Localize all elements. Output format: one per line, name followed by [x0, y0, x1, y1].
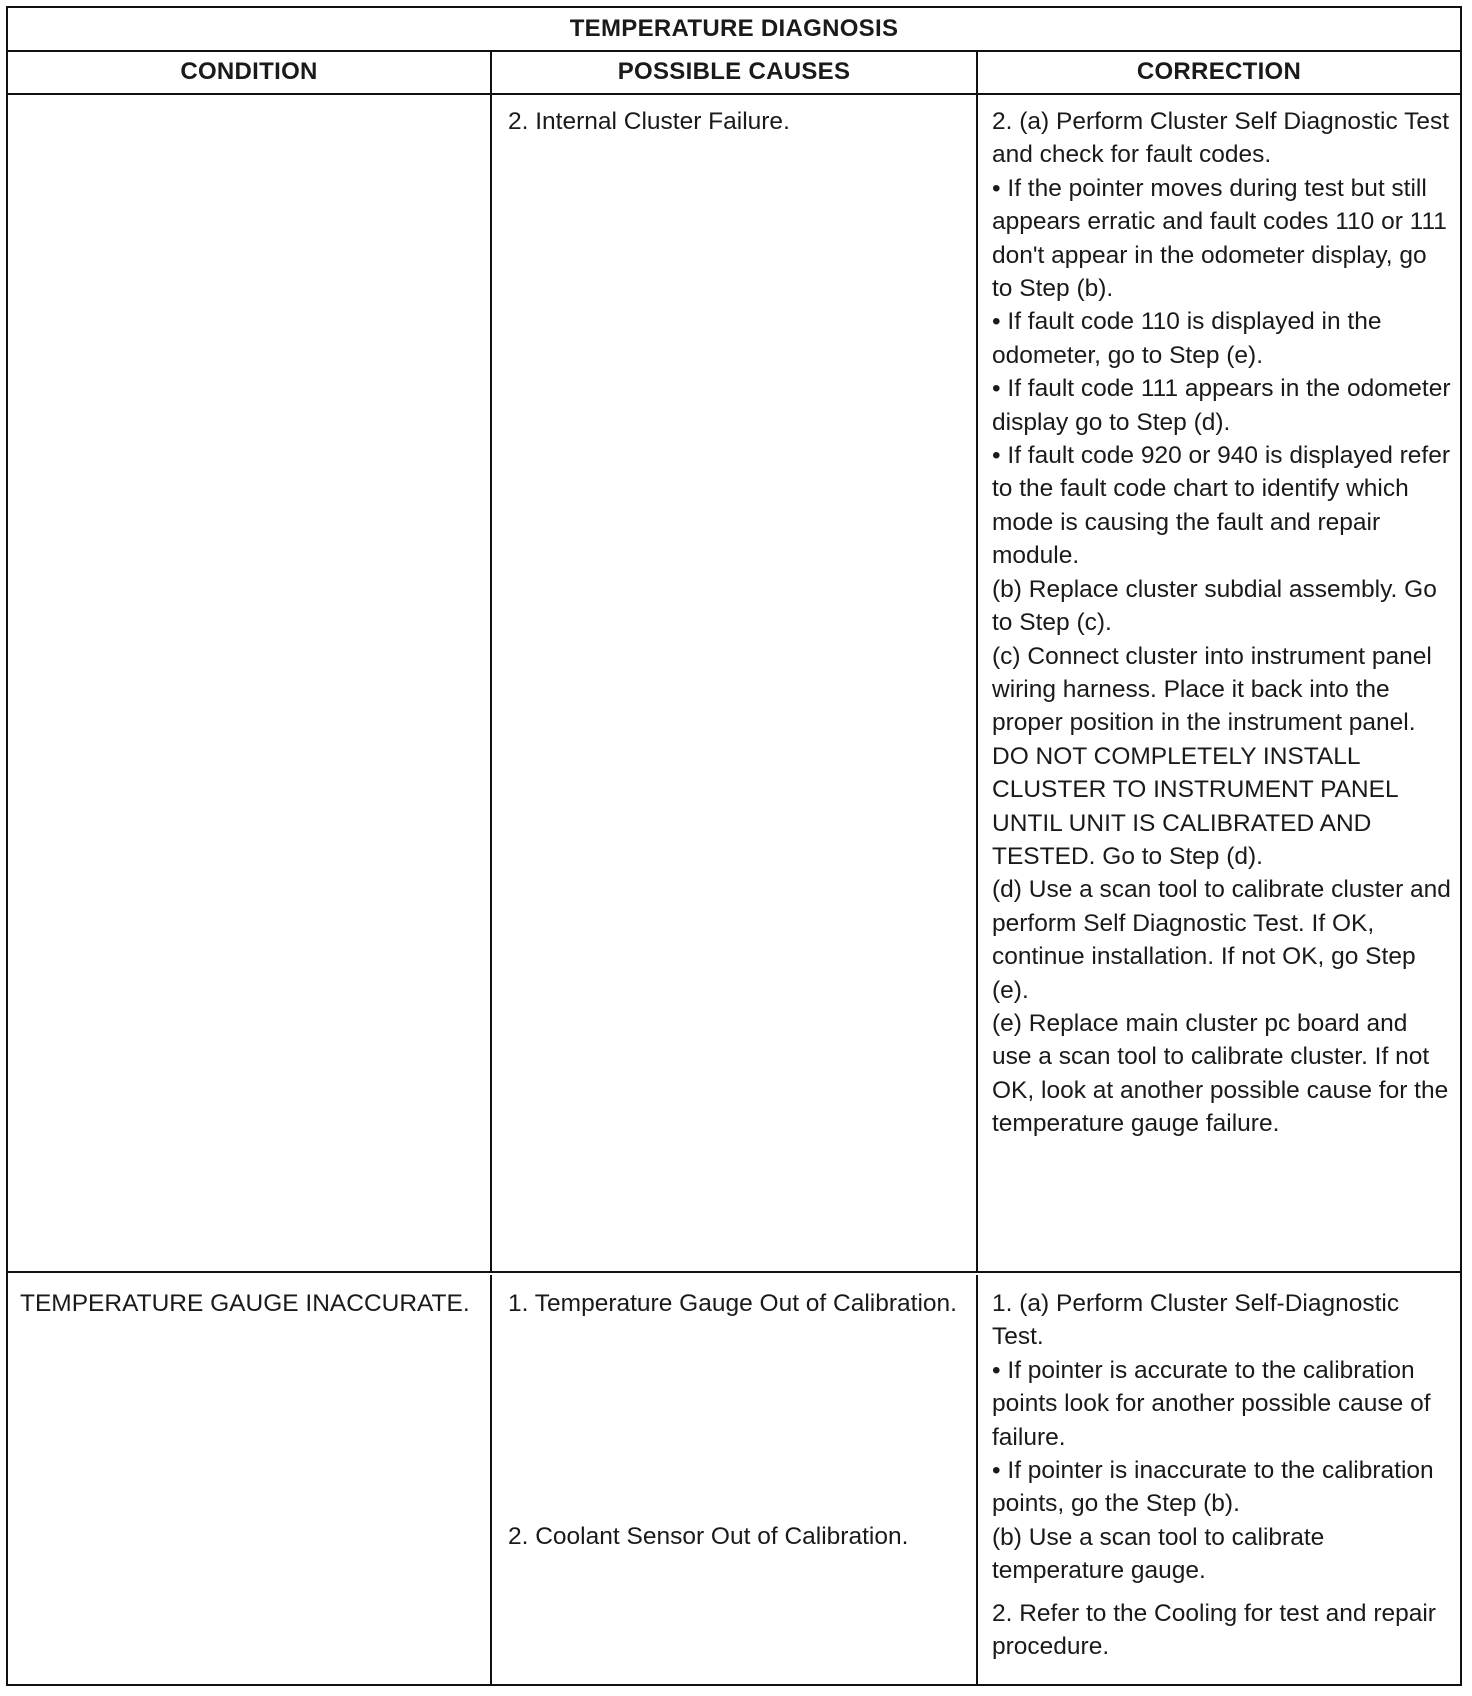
- causes-cell: [492, 1275, 978, 1684]
- correction-step: (b) Replace cluster subdial assembly. Go to Step (c).: [992, 575, 1437, 637]
- correction-bullet: • If pointer is inaccurate to the calibration points, go the Step (b).: [992, 1457, 1434, 1518]
- correction-step: (c) Connect cluster into instrument panel wiring harness. Place it back into the proper position in the instrument panel. DO NOT COMPLETELY INSTALL CLUSTER TO INSTRUMENT PANEL UNTIL UNIT IS CALIBRATED AND TESTED. Go to Step (d).: [992, 642, 1432, 870]
- header-correction: CORRECTION: [1136, 57, 1302, 85]
- header-possible-causes: POSSIBLE CAUSES: [492, 50, 978, 93]
- condition-cell: [8, 93, 492, 1271]
- diagnosis-table: [6, 6, 1462, 1686]
- condition-cell: [8, 1275, 492, 1684]
- causes-cell: [492, 93, 978, 1271]
- table-title: TEMPERATURE DIAGNOSIS: [8, 8, 1460, 52]
- correction-step: (d) Use a scan tool to calibrate cluster and perform Self Diagnostic Test. If OK, continue installation. If not OK, go Step (e).: [992, 876, 1451, 1004]
- correction-cell: [978, 1275, 1460, 1684]
- correction-bullet: • If fault code 920 or 940 is displayed refer to the fault code chart to identify which mode is causing the fault and repair module.: [992, 442, 1451, 570]
- table-header-row: [8, 50, 1460, 95]
- cause-text: 1. Temperature Gauge Out of Calibration.: [508, 1290, 957, 1317]
- table-row: [8, 1275, 1460, 1684]
- correction-bullet: • If fault code 110 is displayed in the odometer, go to Step (e).: [992, 308, 1382, 369]
- condition-text: TEMPERATURE GAUGE INACCURATE.: [20, 1290, 470, 1317]
- cause-text: 2. Coolant Sensor Out of Calibration.: [508, 1523, 909, 1551]
- correction-bullet: • If the pointer moves during test but still appears erratic and fault codes 110 or 111 don't appear in the odometer display, go to Step (b).: [992, 174, 1447, 303]
- header-condition: CONDITION: [8, 50, 492, 93]
- correction-step: 1. (a) Perform Cluster Self-Diagnostic Test.: [992, 1290, 1400, 1351]
- correction-bullet: • If pointer is accurate to the calibration points look for another possible cause of failure.: [992, 1356, 1431, 1451]
- table-row: [8, 93, 1460, 1273]
- cause-text: 2. Internal Cluster Failure.: [508, 108, 790, 135]
- correction-step: (e) Replace main cluster pc board and use a scan tool to calibrate cluster. If not OK, look at another possible cause for the temperature gauge failure.: [992, 1009, 1449, 1138]
- correction-step: (b) Use a scan tool to calibrate temperature gauge.: [992, 1523, 1325, 1585]
- correction-step: 2. (a) Perform Cluster Self Diagnostic Test and check for fault codes.: [992, 108, 1450, 169]
- correction-cell: [978, 93, 1460, 1271]
- correction-bullet: • If fault code 111 appears in the odometer display go to Step (d).: [992, 375, 1451, 436]
- correction-step: 2. Refer to the Cooling for test and repair procedure.: [992, 1599, 1436, 1661]
